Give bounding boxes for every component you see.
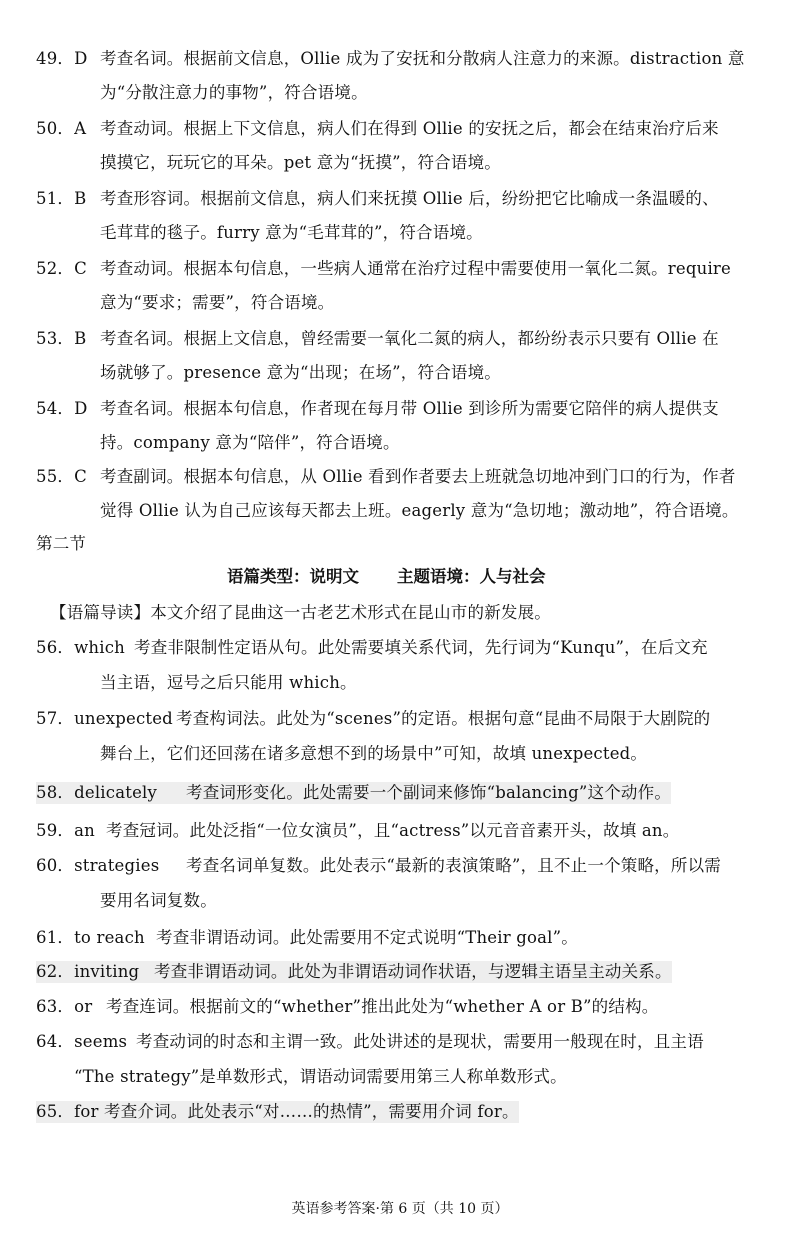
answer-explanation: 考查名词。根据前文信息，Ollie 成为了安抚和分散病人注意力的来源。distraction 意 (100, 49, 745, 68)
answer-item-64 (36, 1031, 704, 1053)
answer-item-53 (36, 328, 719, 350)
answer-item-52 (36, 258, 731, 280)
answer-item-59 (36, 820, 679, 842)
answer-explanation-continued: “The strategy”是单数形式，谓语动词需要用第三人称单数形式。 (74, 1067, 567, 1086)
answer-number: 55．C (36, 467, 87, 486)
answer-number: 60．strategies (36, 856, 160, 875)
answer-number: 57．unexpected (36, 709, 173, 728)
page-footer: 英语参考答案·第 6 页（共 10 页） (291, 1201, 509, 1217)
answer-explanation: 考查冠词。此处泛指“一位女演员”，且“actress”以元音音素开头，故填 an。 (106, 821, 680, 840)
answer-item-54 (36, 398, 719, 420)
answer-explanation: 考查名词。根据本句信息，作者现在每月带 Ollie 到诊所为需要它陪伴的病人提供支 (100, 399, 719, 418)
answer-explanation-continued: 持。company 意为“陪伴”，符合语境。 (100, 433, 400, 452)
answer-explanation-continued: 场就够了。presence 意为“出现；在场”，符合语境。 (100, 363, 501, 382)
answer-explanation: 考查非限制性定语从句。此处需要填关系代词，先行词为“Kunqu”，在后文充 (134, 638, 708, 657)
answer-item-58 (36, 782, 671, 804)
answer-item-61 (36, 927, 578, 949)
answer-explanation-continued: 意为“要求；需要”，符合语境。 (100, 293, 335, 312)
answer-explanation-continued: 当主语，逗号之后只能用 which。 (100, 673, 357, 692)
answer-number: 53．B (36, 329, 87, 348)
answer-number: 52．C (36, 259, 87, 278)
answer-explanation: 考查副词。根据本句信息，从 Ollie 看到作者要去上班就急切地冲到门口的行为，作者 (100, 467, 736, 486)
answer-item-50 (36, 118, 719, 140)
answer-explanation: 考查动词。根据本句信息，一些病人通常在治疗过程中需要使用一氧化二氮。require (100, 259, 731, 278)
answer-number: 59．an (36, 821, 95, 840)
answer-item-56 (36, 637, 708, 659)
answer-explanation-continued: 毛茸茸的毯子。furry 意为“毛茸茸的”，符合语境。 (100, 223, 483, 242)
answer-explanation: 考查介词。此处表示“对……的热情”，需要用介词 for。 (104, 1102, 519, 1121)
answer-item-57 (36, 708, 710, 730)
answer-item-55 (36, 466, 736, 488)
answer-item-62 (36, 961, 672, 983)
passage-type-label: 语篇类型：说明文 (227, 567, 359, 586)
answer-explanation-continued: 觉得 Ollie 认为自己应该每天都去上班。eagerly 意为“急切地；激动地”，符合语境。 (100, 501, 739, 520)
answer-item-63 (36, 996, 659, 1018)
answer-explanation: 考查词形变化。此处需要一个副词来修饰“balancing”这个动作。 (186, 783, 672, 802)
answer-number: 63．or (36, 997, 93, 1016)
section-title (227, 566, 546, 588)
answer-explanation: 考查非谓语动词。此处为非谓语动词作状语，与逻辑主语呈主动关系。 (154, 962, 672, 981)
answer-number: 65．for (36, 1102, 99, 1121)
answer-explanation: 考查形容词。根据前文信息，病人们来抚摸 Ollie 后，纷纷把它比喻成一条温暖的、 (100, 189, 719, 208)
answer-explanation: 考查动词的时态和主谓一致。此处讲述的是现状，需要用一般现在时，且主语 (136, 1032, 704, 1051)
answer-explanation-continued: 舞台上，它们还回荡在诸多意想不到的场景中”可知，故填 unexpected。 (100, 744, 648, 763)
answer-explanation: 考查非谓语动词。此处需要用不定式说明“Their goal”。 (156, 928, 578, 947)
passage-intro: 【语篇导读】本文介绍了昆曲这一古老艺术形式在昆山市的新发展。 (50, 603, 551, 622)
answer-number: 54．D (36, 399, 88, 418)
answer-number: 62．inviting (36, 962, 140, 981)
answer-explanation: 考查构词法。此处为“scenes”的定语。根据句意“昆曲不局限于大剧院的 (176, 709, 711, 728)
answer-explanation: 考查连词。根据前文的“whether”推出此处为“whether A or B”的结构。 (106, 997, 659, 1016)
theme-context-label: 主题语境：人与社会 (397, 567, 546, 586)
section-label: 第二节 (36, 534, 87, 553)
answer-explanation: 考查动词。根据上下文信息，病人们在得到 Ollie 的安抚之后，都会在结束治疗后来 (100, 119, 719, 138)
answer-item-49 (36, 48, 745, 70)
answer-explanation: 考查名词。根据上文信息，曾经需要一氧化二氮的病人，都纷纷表示只要有 Ollie 在 (100, 329, 719, 348)
answer-item-60 (36, 855, 721, 877)
answer-number: 61．to reach (36, 928, 145, 947)
answer-number: 58．delicately (36, 783, 158, 802)
answer-explanation-continued: 摸摸它，玩玩它的耳朵。pet 意为“抚摸”，符合语境。 (100, 153, 501, 172)
answer-explanation-continued: 要用名词复数。 (100, 891, 217, 910)
answer-number: 64．seems (36, 1032, 128, 1051)
answer-number: 50．A (36, 119, 87, 138)
answer-item-65 (36, 1101, 519, 1123)
answer-number: 56．which (36, 638, 125, 657)
answer-number: 49．D (36, 49, 88, 68)
answer-item-51 (36, 188, 719, 210)
answer-explanation-continued: 为“分散注意力的事物”，符合语境。 (100, 83, 368, 102)
answer-number: 51．B (36, 189, 87, 208)
answer-explanation: 考查名词单复数。此处表示“最新的表演策略”，且不止一个策略，所以需 (186, 856, 721, 875)
